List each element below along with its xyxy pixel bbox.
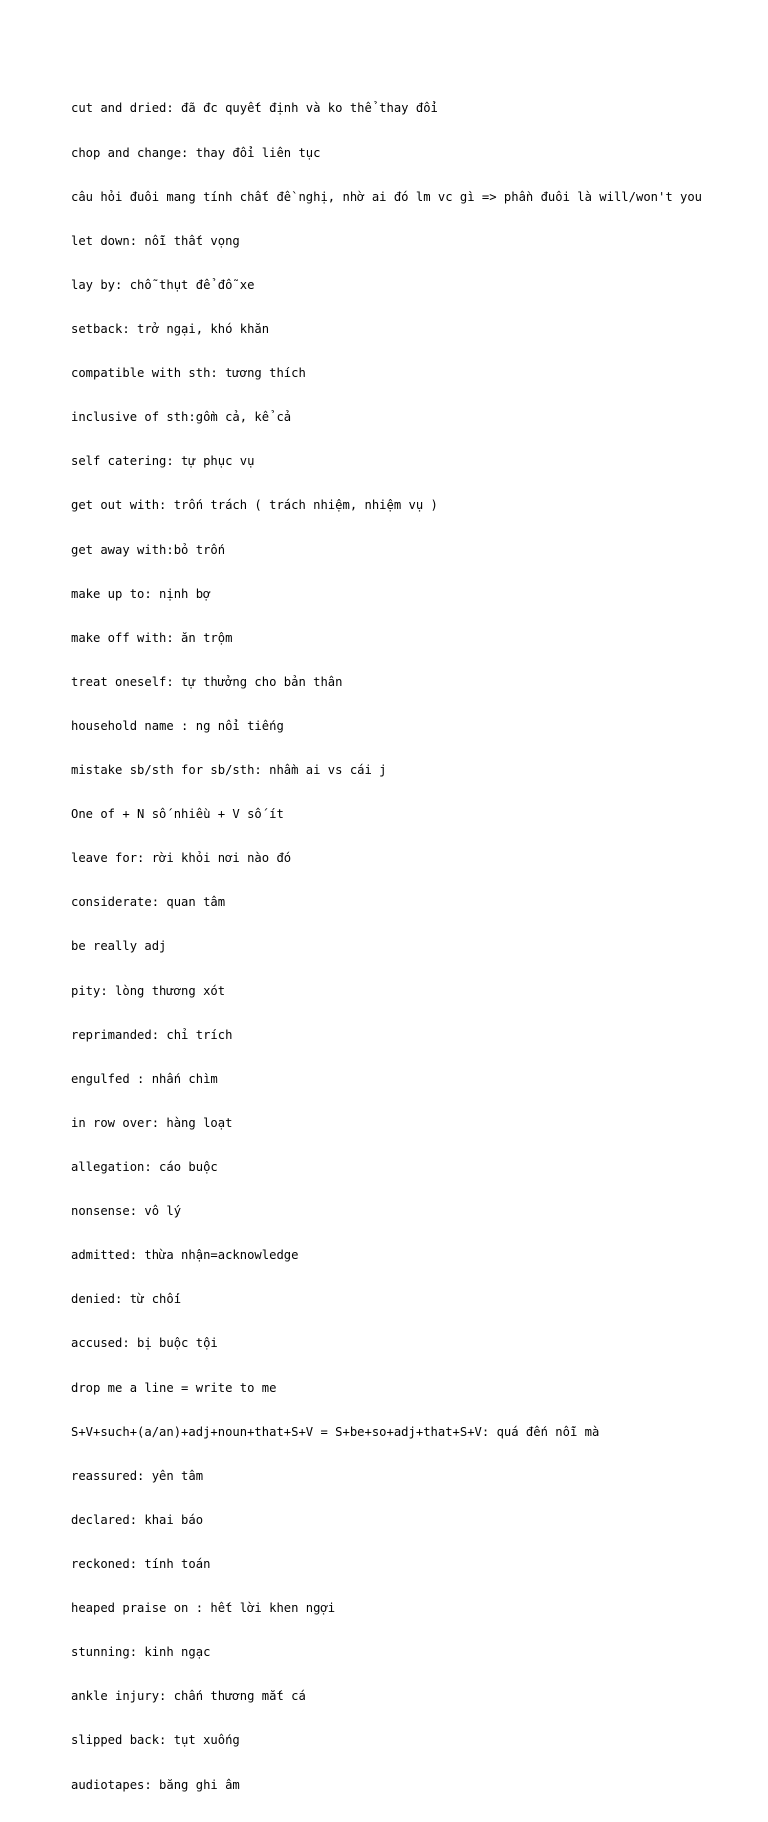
note-line: make up to: nịnh bợ <box>71 586 211 601</box>
note-line: reckoned: tính toán <box>71 1557 211 1572</box>
note-line: be really adj <box>71 939 167 954</box>
note-line: accused: bị buộc tội <box>71 1336 218 1351</box>
note-line: admitted: thừa nhận=acknowledge <box>71 1248 299 1263</box>
note-line: mistake sb/sth for sb/sth: nhầm ai vs cái j <box>71 763 387 778</box>
note-line: stunning: kinh ngạc <box>71 1645 211 1660</box>
note-line: self catering: tự phục vụ <box>71 454 255 469</box>
note-line: compatible with sth: tương thích <box>71 366 306 381</box>
note-line: S+V+such+(a/an)+adj+noun+that+S+V = S+be+so+adj+that+S+V: quá đến nỗi mà <box>71 1424 600 1439</box>
note-line: ankle injury: chấn thương mắt cá <box>71 1689 306 1704</box>
note-line: nonsense: vô lý <box>71 1204 182 1219</box>
note-line: engulfed : nhấn chìm <box>71 1071 218 1086</box>
note-line: denied: từ chối <box>71 1292 182 1307</box>
note-line: get out with: trốn trách ( trách nhiệm, nhiệm vụ ) <box>71 498 438 513</box>
note-line: household name : ng nổi tiếng <box>71 718 284 733</box>
note-line: One of + N số nhiều + V số ít <box>71 807 284 822</box>
note-line: reassured: yên tâm <box>71 1468 204 1483</box>
note-line: considerate: quan tâm <box>71 895 226 910</box>
note-line: pity: lòng thương xót <box>71 983 226 998</box>
note-line: make off with: ăn trộm <box>71 630 233 645</box>
note-line: chop and change: thay đổi liên tục <box>71 145 321 160</box>
note-line: in row over: hàng loạt <box>71 1115 233 1130</box>
note-line: cut and dried: đã đc quyết định và ko thể thay đổi <box>71 101 438 116</box>
note-line: inclusive of sth:gồm cả, kể cả <box>71 410 292 425</box>
note-line: slipped back: tụt xuống <box>71 1733 240 1748</box>
note-line: get away with:bỏ trốn <box>71 542 226 557</box>
note-line: heaped praise on : hết lời khen ngợi <box>71 1601 336 1616</box>
note-line: setback: trở ngại, khó khăn <box>71 321 270 336</box>
note-line: allegation: cáo buộc <box>71 1160 218 1175</box>
note-line: treat oneself: tự thưởng cho bản thân <box>71 674 343 689</box>
vocabulary-notes <box>71 72 711 1822</box>
note-line: leave for: rời khỏi nơi nào đó <box>71 851 292 866</box>
note-line: reprimanded: chỉ trích <box>71 1027 233 1042</box>
note-line: declared: khai báo <box>71 1512 204 1527</box>
note-line: let down: nỗi thất vọng <box>71 233 240 248</box>
note-line: audiotapes: băng ghi âm <box>71 1777 240 1792</box>
note-line: drop me a line = write to me <box>71 1380 277 1395</box>
note-line: câu hỏi đuôi mang tính chất đề nghị, nhờ ai đó lm vc gì => phần đuôi là will/won't you <box>71 189 703 204</box>
note-line: lay by: chỗ thụt để đỗ xe <box>71 277 255 292</box>
